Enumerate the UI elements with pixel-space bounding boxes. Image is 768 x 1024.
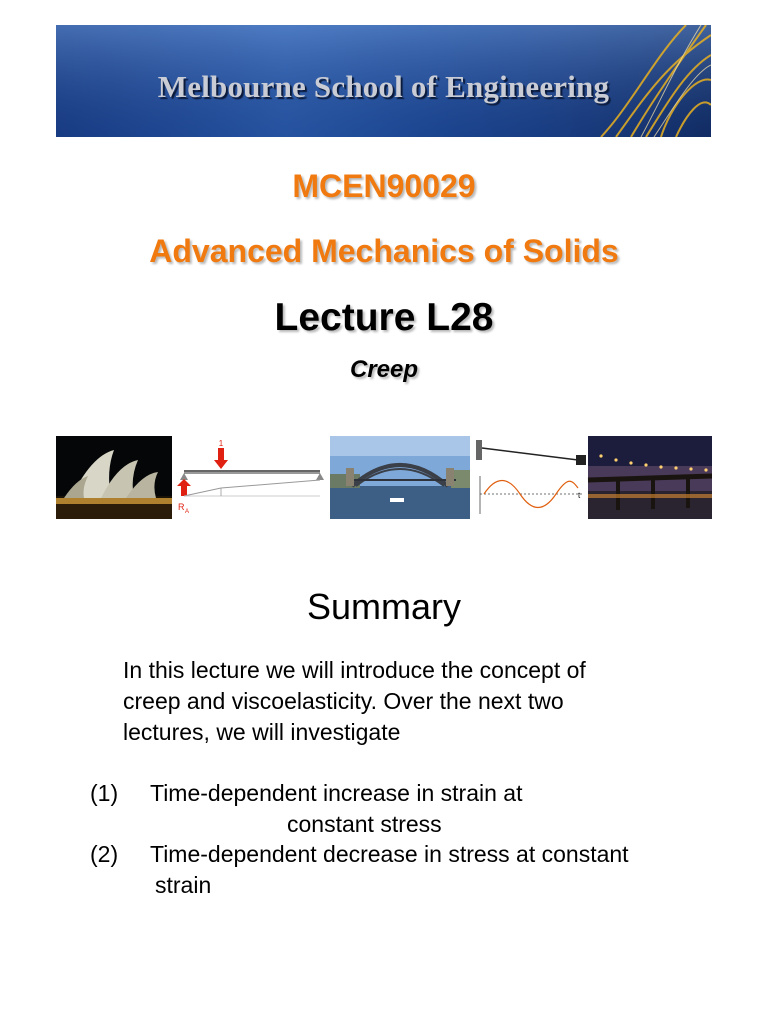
lecture-topic: Creep	[349, 356, 419, 383]
list-item-number: (2)	[90, 841, 119, 867]
load-label: 1	[218, 439, 224, 448]
intro-line: creep and viscoelasticity. Over the next two	[123, 688, 564, 714]
bridge-at-dusk-photo	[588, 436, 712, 519]
load-arrow-shaft	[218, 448, 224, 460]
reaction-label: R	[178, 502, 185, 512]
course-code: MCEN90029	[292, 168, 476, 204]
summary-heading: Summary	[306, 586, 462, 627]
list-item-text: constant stress	[287, 811, 442, 837]
header-banner	[56, 25, 711, 137]
sydney-harbour-bridge-photo	[330, 436, 470, 519]
list-item-text: strain	[155, 872, 212, 898]
reaction-arrow-shaft	[181, 486, 187, 496]
list-item-text: Time-dependent decrease in stress at constant	[150, 841, 629, 867]
beam-load-diagram	[172, 436, 330, 519]
intro-line: lectures, we will investigate	[123, 719, 401, 745]
time-axis-label: t	[578, 491, 581, 500]
banner-title: Melbourne School of Engineering	[157, 69, 610, 104]
image-strip	[56, 436, 712, 519]
intro-line: In this lecture we will introduce the concept of	[123, 657, 586, 683]
reaction-subscript: A	[185, 509, 190, 515]
list-item-text: Time-dependent increase in strain at	[150, 780, 523, 806]
list-item-number: (1)	[90, 780, 119, 806]
lecture-number: Lecture L28	[274, 296, 494, 339]
course-name: Advanced Mechanics of Solids	[149, 233, 619, 269]
mass-block	[576, 455, 586, 465]
vibrating-cantilever-diagram	[470, 436, 588, 519]
summary-intro	[123, 655, 683, 748]
sydney-opera-house-photo	[56, 436, 172, 519]
